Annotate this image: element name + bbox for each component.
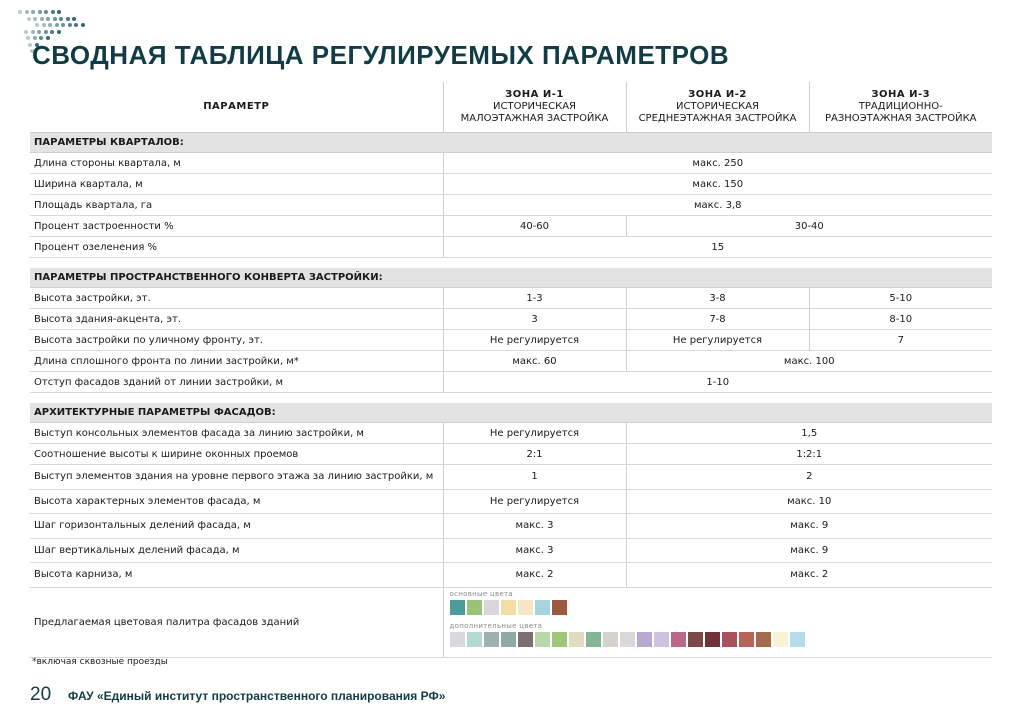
table-row: [30, 153, 992, 174]
row-value-zone-1: Не регулируется: [443, 330, 626, 351]
footnote: *включая сквозные проезды: [32, 657, 168, 667]
color-swatch: [518, 600, 533, 615]
row-value: макс. 250: [443, 153, 992, 174]
section-title-facades: АРХИТЕКТУРНЫЕ ПАРАМЕТРЫ ФАСАДОВ:: [30, 403, 992, 423]
color-swatch: [467, 632, 482, 647]
row-label: Шаг вертикальных делений фасада, м: [30, 538, 443, 563]
row-value-zone-2-3: макс. 9: [626, 514, 992, 539]
row-label: Высота здания-акцента, эт.: [30, 309, 443, 330]
row-value-zone-3: 5-10: [809, 288, 992, 309]
table-row: [30, 237, 992, 258]
row-value-zone-1: 2:1: [443, 444, 626, 465]
color-swatch: [637, 632, 652, 647]
color-swatch: [790, 632, 805, 647]
row-label: Процент застроенности %: [30, 216, 443, 237]
row-value-zone-2-3: 1,5: [626, 423, 992, 444]
table-row: [30, 288, 992, 309]
row-label: Выступ консольных элементов фасада за линию застройки, м: [30, 423, 443, 444]
parameters-table: [30, 82, 992, 658]
row-value: 1-10: [443, 372, 992, 393]
table-row: [30, 538, 992, 563]
logo-dot: [81, 23, 85, 27]
row-label: Выступ элементов здания на уровне первого этажа за линию застройки, м: [30, 465, 443, 490]
organization-name: ФАУ «Единый институт пространственного планирования РФ»: [68, 689, 446, 703]
color-swatch: [450, 632, 465, 647]
logo-dot: [66, 17, 70, 21]
logo-dot: [31, 10, 35, 14]
logo-dot: [37, 30, 41, 34]
logo-dot: [48, 23, 52, 27]
logo-dot: [25, 10, 29, 14]
color-swatch: [654, 632, 669, 647]
row-label: Ширина квартала, м: [30, 174, 443, 195]
table-row: [30, 351, 992, 372]
section-title-blocks: ПАРАМЕТРЫ КВАРТАЛОВ:: [30, 133, 992, 153]
table-row: [30, 195, 992, 216]
row-label: Отступ фасадов зданий от линии застройки, м: [30, 372, 443, 393]
section-title-envelope: ПАРАМЕТРЫ ПРОСТРАНСТВЕННОГО КОНВЕРТА ЗАСТРОЙКИ:: [30, 268, 992, 288]
table-row: [30, 423, 992, 444]
logo-dot: [61, 23, 65, 27]
row-label: Площадь квартала, га: [30, 195, 443, 216]
logo-dot: [51, 10, 55, 14]
row-value-zone-2: 7-8: [626, 309, 809, 330]
color-swatch: [535, 600, 550, 615]
color-swatch: [671, 632, 686, 647]
color-swatch: [484, 632, 499, 647]
palette-label: Предлагаемая цветовая палитра фасадов зданий: [30, 587, 443, 657]
row-value: макс. 3,8: [443, 195, 992, 216]
table-row: [30, 444, 992, 465]
header-zone-2: ЗОНА И-2 ИСТОРИЧЕСКАЯ СРЕДНЕЭТАЖНАЯ ЗАСТРОЙКА: [626, 82, 809, 133]
row-value-zone-3: 7: [809, 330, 992, 351]
row-value-zone-2: 3-8: [626, 288, 809, 309]
row-value-zone-2-3: 1:2:1: [626, 444, 992, 465]
row-value: 15: [443, 237, 992, 258]
page-title: СВОДНАЯ ТАБЛИЦА РЕГУЛИРУЕМЫХ ПАРАМЕТРОВ: [32, 40, 730, 70]
row-value-zone-1: макс. 60: [443, 351, 626, 372]
color-swatch: [484, 600, 499, 615]
row-value-zone-1: макс. 2: [443, 563, 626, 588]
row-value-zone-1: 1-3: [443, 288, 626, 309]
logo-dot: [46, 17, 50, 21]
row-label: Высота характерных элементов фасада, м: [30, 489, 443, 514]
row-label: Высота карниза, м: [30, 563, 443, 588]
palette-additional-swatches: [450, 632, 805, 647]
logo-dot: [18, 10, 22, 14]
table-row: [30, 489, 992, 514]
header-zone-3: ЗОНА И-3 ТРАДИЦИОННО- РАЗНОЭТАЖНАЯ ЗАСТРОЙКА: [809, 82, 992, 133]
logo-dot: [40, 17, 44, 21]
logo-dot: [26, 36, 30, 40]
logo-dot: [27, 17, 31, 21]
table-row: [30, 372, 992, 393]
color-swatch: [705, 632, 720, 647]
table-row: [30, 514, 992, 539]
table-row: [30, 330, 992, 351]
color-swatch: [620, 632, 635, 647]
logo-dot: [31, 30, 35, 34]
row-value-zone-2-3: 2: [626, 465, 992, 490]
color-swatch: [450, 600, 465, 615]
palette-additional-label: дополнительные цвета: [449, 621, 543, 630]
row-value-zone-2-3: макс. 2: [626, 563, 992, 588]
color-swatch: [535, 632, 550, 647]
color-swatch: [722, 632, 737, 647]
table-row: [30, 174, 992, 195]
row-label: Процент озеленения %: [30, 237, 443, 258]
palette-main-swatches: [450, 600, 805, 615]
row-label: Шаг горизонтальных делений фасада, м: [30, 514, 443, 539]
table-row: [30, 216, 992, 237]
row-value-zone-1: Не регулируется: [443, 489, 626, 514]
row-value-zone-1: макс. 3: [443, 538, 626, 563]
logo-dot: [68, 23, 72, 27]
color-swatch: [552, 600, 567, 615]
row-value-zone-1: макс. 3: [443, 514, 626, 539]
logo-dot: [55, 23, 59, 27]
logo-dot: [50, 30, 54, 34]
row-value-zone-3: 8-10: [809, 309, 992, 330]
row-value-zone-2: Не регулируется: [626, 330, 809, 351]
logo-dot: [59, 17, 63, 21]
logo-dot: [72, 17, 76, 21]
table-header-row: [30, 82, 992, 133]
color-swatch: [739, 632, 754, 647]
row-label: Длина стороны квартала, м: [30, 153, 443, 174]
color-swatch: [501, 632, 516, 647]
color-swatch: [603, 632, 618, 647]
row-value-zone-2-3: макс. 10: [626, 489, 992, 514]
color-swatch: [569, 632, 584, 647]
row-value-zone-2-3: макс. 100: [626, 351, 992, 372]
logo-dot: [38, 10, 42, 14]
logo-dot: [53, 17, 57, 21]
table-row: [30, 465, 992, 490]
color-swatch: [467, 600, 482, 615]
row-value-zone-1: 3: [443, 309, 626, 330]
row-value-zone-1: 40-60: [443, 216, 626, 237]
row-value-zone-2-3: 30-40: [626, 216, 992, 237]
color-swatch: [756, 632, 771, 647]
color-swatch: [586, 632, 601, 647]
palette-main-label: основные цвета: [449, 589, 514, 598]
logo-dot: [44, 30, 48, 34]
palette-row: [30, 587, 992, 657]
logo-dot: [33, 17, 37, 21]
row-value-zone-2-3: макс. 9: [626, 538, 992, 563]
row-label: Высота застройки, эт.: [30, 288, 443, 309]
color-swatch: [552, 632, 567, 647]
logo-dot: [74, 23, 78, 27]
row-label: Высота застройки по уличному фронту, эт.: [30, 330, 443, 351]
table-row: [30, 563, 992, 588]
logo-dot: [57, 30, 61, 34]
page-number: 20: [30, 684, 52, 705]
logo-dot: [24, 30, 28, 34]
row-label: Длина сплошного фронта по линии застройки, м*: [30, 351, 443, 372]
table-row: [30, 309, 992, 330]
color-swatch: [773, 632, 788, 647]
color-swatch: [688, 632, 703, 647]
color-swatch: [518, 632, 533, 647]
color-swatch: [501, 600, 516, 615]
logo-dot: [57, 10, 61, 14]
row-value-zone-1: Не регулируется: [443, 423, 626, 444]
row-value: макс. 150: [443, 174, 992, 195]
row-label: Соотношение высоты к ширине оконных проемов: [30, 444, 443, 465]
logo-dot: [44, 10, 48, 14]
header-param: ПАРАМЕТР: [30, 82, 443, 133]
row-value-zone-1: 1: [443, 465, 626, 490]
palette-cell: [443, 587, 992, 657]
logo-dot: [42, 23, 46, 27]
header-zone-1: ЗОНА И-1 ИСТОРИЧЕСКАЯ МАЛОЭТАЖНАЯ ЗАСТРОЙКА: [443, 82, 626, 133]
logo-dot: [35, 23, 39, 27]
